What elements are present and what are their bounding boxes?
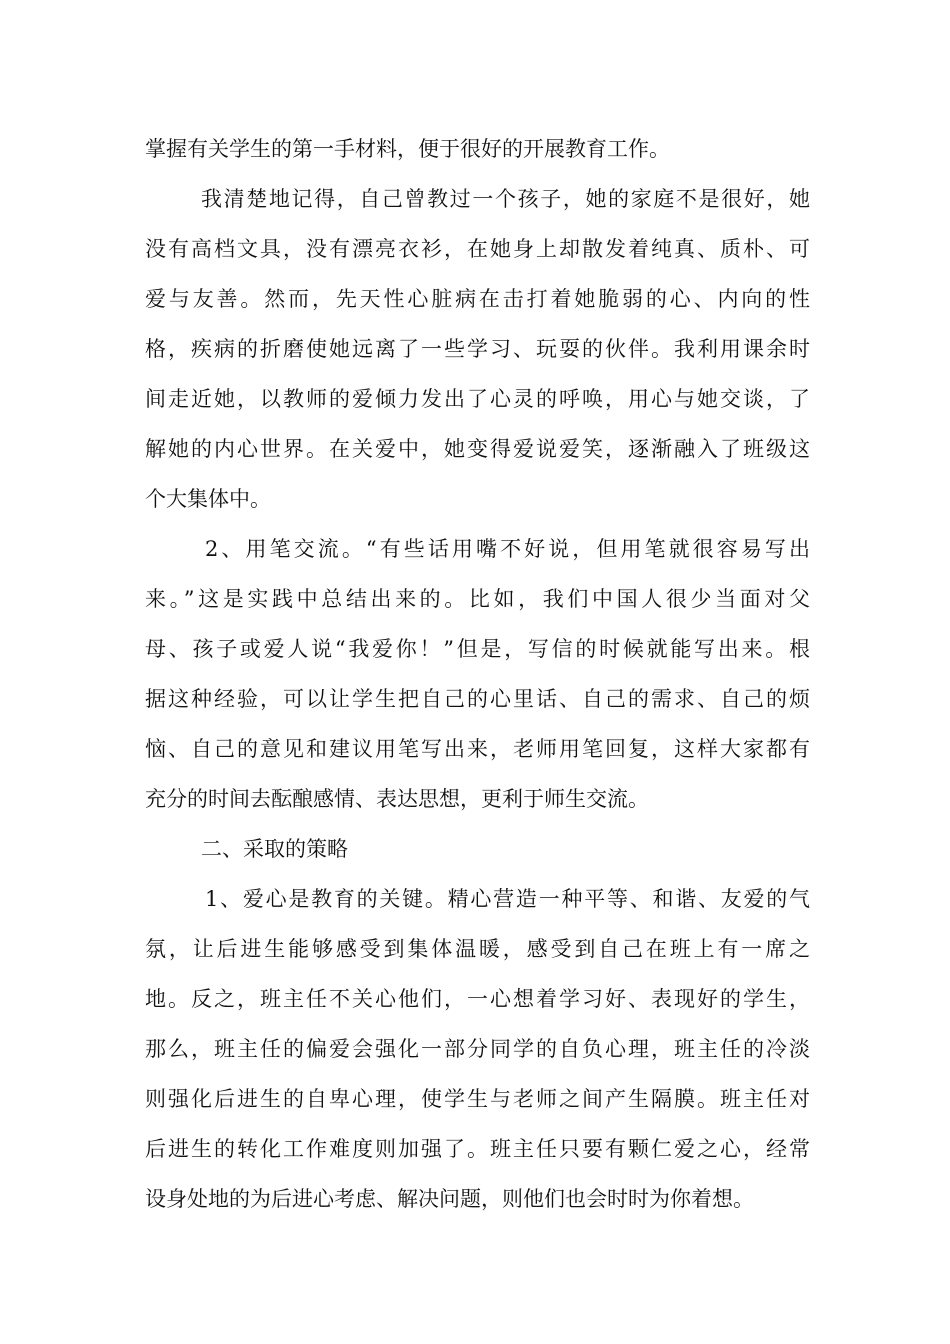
text-line-3: 没有高档文具，没有漂亮衣衫，在她身上却散发着纯真、质朴、可	[145, 237, 810, 261]
text-line-1: 掌握有关学生的第一手材料，便于很好的开展教育工作。	[145, 137, 670, 161]
text-line-19: 那么，班主任的偏爱会强化一部分同学的自负心理，班主任的冷淡	[145, 1037, 810, 1061]
text-line-11: 母、孩子或爱人说“我爱你！”但是，写信的时候就能写出来。根	[145, 637, 810, 661]
text-line-20: 则强化后进生的自卑心理，使学生与老师之间产生隔膜。班主任对	[145, 1087, 810, 1111]
text-line-10: 来。”这是实践中总结出来的。比如，我们中国人很少当面对父	[145, 587, 810, 611]
text-line-2: 我清楚地记得，自己曾教过一个孩子，她的家庭不是很好，她	[201, 187, 810, 211]
text-line-4: 爱与友善。然而，先天性心脏病在击打着她脆弱的心、内向的性	[145, 287, 810, 311]
text-line-6: 间走近她，以教师的爱倾力发出了心灵的呼唤，用心与她交谈，了	[145, 387, 810, 411]
section-heading: 二、采取的策略	[201, 837, 348, 861]
text-line-9: 2、用笔交流。“有些话用嘴不好说，但用笔就很容易写出	[205, 537, 810, 561]
text-line-22: 设身处地的为后进心考虑、解决问题，则他们也会时时为你着想。	[145, 1187, 754, 1211]
text-line-8: 个大集体中。	[145, 487, 271, 511]
text-line-16: 1、爱心是教育的关键。精心营造一种平等、和谐、友爱的气	[205, 887, 810, 911]
text-line-5: 格，疾病的折磨使她远离了一些学习、玩耍的伙伴。我利用课余时	[145, 337, 810, 361]
text-line-7: 解她的内心世界。在关爱中，她变得爱说爱笑，逐渐融入了班级这	[145, 437, 810, 461]
text-line-14: 充分的时间去酝酿感情、表达思想，更利于师生交流。	[145, 787, 649, 811]
text-line-17: 氛，让后进生能够感受到集体温暖，感受到自己在班上有一席之	[145, 937, 810, 961]
text-line-21: 后进生的转化工作难度则加强了。班主任只要有颗仁爱之心，经常	[145, 1137, 810, 1161]
text-line-18: 地。反之，班主任不关心他们，一心想着学习好、表现好的学生，	[145, 987, 810, 1011]
text-line-13: 恼、自己的意见和建议用笔写出来，老师用笔回复，这样大家都有	[145, 737, 810, 761]
text-line-12: 据这种经验，可以让学生把自己的心里话、自己的需求、自己的烦	[145, 687, 810, 711]
